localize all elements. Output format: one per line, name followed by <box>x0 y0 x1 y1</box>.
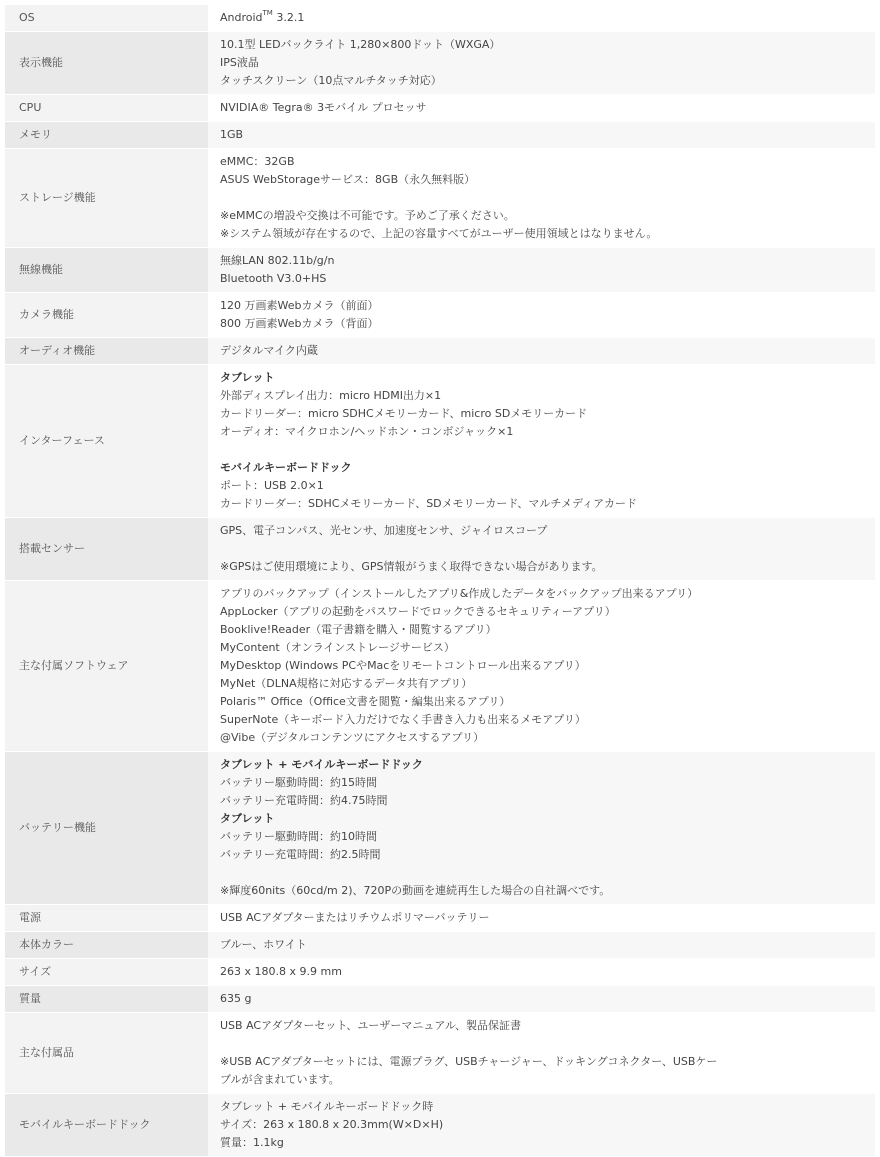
spec-value-line: 635 g <box>220 992 252 1005</box>
spec-label: OS <box>5 5 208 32</box>
spec-value-text: Android <box>220 11 263 24</box>
spec-row <box>5 122 875 149</box>
spec-value-heading: モバイルキーボードドック <box>220 461 352 474</box>
spec-row <box>5 338 875 365</box>
spec-value-line: IPS液晶 <box>220 56 259 69</box>
spec-value-line: バッテリー駆動時間：約15時間 <box>220 776 377 789</box>
spec-row <box>5 1013 875 1094</box>
spec-value-line: Polaris™ Office（Office文書を閲覧・編集出来るアプリ） <box>220 695 511 708</box>
spec-value-line: MyContent（オンラインストレージサービス） <box>220 641 455 654</box>
spec-value-line: USB ACアダプターまたはリチウムポリマーバッテリー <box>220 911 490 924</box>
spec-value-line: ※輝度60nits（60cd/m 2)、720Pの動画を連続再生した場合の自社調べです。 <box>220 884 611 897</box>
spec-value <box>208 365 875 518</box>
spec-value <box>208 986 875 1013</box>
spec-value-line: カードリーダー：SDHCメモリーカード、SDメモリーカード、マルチメディアカード <box>220 497 638 510</box>
spec-row <box>5 932 875 959</box>
spec-row <box>5 149 875 248</box>
spec-label: ストレージ機能 <box>5 149 208 248</box>
spec-value-line: バッテリー充電時間：約4.75時間 <box>220 794 388 807</box>
spec-value-line: ブルー、ホワイト <box>220 938 307 951</box>
spec-value-line: USB ACアダプターセット、ユーザーマニュアル、製品保証書 <box>220 1019 522 1032</box>
spec-value-line: ※GPSはご使用環境により、GPS情報がうまく取得できない場合があります。 <box>220 560 603 573</box>
spec-row <box>5 959 875 986</box>
spec-label: 主な付属ソフトウェア <box>5 581 208 752</box>
spec-value <box>208 905 875 932</box>
spec-row <box>5 95 875 122</box>
spec-label: カメラ機能 <box>5 293 208 338</box>
spec-label: 主な付属品 <box>5 1013 208 1094</box>
spec-value-heading: タブレット <box>220 371 275 384</box>
spec-value-line: GPS、電子コンパス、光センサ、加速度センサ、ジャイロスコープ <box>220 524 548 537</box>
spec-value-line: タブレット + モバイルキーボードドック時 <box>220 1100 434 1113</box>
spec-row <box>5 32 875 95</box>
spec-value-line: 無線LAN 802.11b/g/n <box>220 254 335 267</box>
spec-value-heading: タブレット <box>220 812 275 825</box>
spec-value <box>208 581 875 752</box>
spec-label: 電源 <box>5 905 208 932</box>
spec-value-line: 263 x 180.8 x 9.9 mm <box>220 965 342 978</box>
spec-value-line: MyDesktop (Windows PCやMacをリモートコントロール出来るアプリ） <box>220 659 586 672</box>
spec-value-line <box>220 540 865 558</box>
spec-value-line: タッチスクリーン（10点マルチタッチ対応） <box>220 74 442 87</box>
spec-value-line <box>220 864 865 882</box>
spec-value-line: サイズ：263 x 180.8 x 20.3mm(W×D×H) <box>220 1118 444 1131</box>
spec-table <box>5 5 875 1157</box>
spec-row <box>5 905 875 932</box>
spec-row <box>5 293 875 338</box>
spec-row <box>5 518 875 581</box>
spec-value <box>208 5 875 32</box>
spec-value <box>208 1013 875 1094</box>
spec-label: モバイルキーボードドック <box>5 1094 208 1157</box>
spec-value-line: 質量：1.1kg <box>220 1136 284 1149</box>
spec-value <box>208 959 875 986</box>
spec-value-line: @Vibe（デジタルコンテンツにアクセスするアプリ） <box>220 731 485 744</box>
spec-value <box>208 932 875 959</box>
spec-value-line: バッテリー駆動時間：約10時間 <box>220 830 377 843</box>
spec-value-line <box>220 9 865 27</box>
spec-row <box>5 752 875 905</box>
spec-value <box>208 32 875 95</box>
spec-value <box>208 122 875 149</box>
spec-value <box>208 293 875 338</box>
spec-value-line: 外部ディスプレイ出力：micro HDMI出力×1 <box>220 389 442 402</box>
spec-value-line: 800 万画素Webカメラ（背面） <box>220 317 379 330</box>
spec-value-line: eMMC：32GB <box>220 155 295 168</box>
spec-label: 本体カラー <box>5 932 208 959</box>
spec-label: 無線機能 <box>5 248 208 293</box>
spec-label: オーディオ機能 <box>5 338 208 365</box>
spec-label: バッテリー機能 <box>5 752 208 905</box>
spec-value-line: バッテリー充電時間：約2.5時間 <box>220 848 381 861</box>
spec-row <box>5 581 875 752</box>
spec-value-heading: タブレット + モバイルキーボードドック <box>220 758 423 771</box>
spec-value <box>208 1094 875 1157</box>
spec-label: 搭載センサー <box>5 518 208 581</box>
spec-value-line: 120 万画素Webカメラ（前面） <box>220 299 379 312</box>
spec-value-line <box>220 1035 865 1053</box>
spec-value-line: ポート：USB 2.0×1 <box>220 479 324 492</box>
spec-label: メモリ <box>5 122 208 149</box>
spec-value-line: アプリのバックアップ（インストールしたアプリ&作成したデータをバックアップ出来るアプリ） <box>220 587 699 600</box>
spec-value <box>208 518 875 581</box>
trademark-superscript: TM <box>262 9 273 18</box>
spec-row <box>5 365 875 518</box>
spec-value-line <box>220 441 865 459</box>
spec-value-line: オーディオ：マイクロホン/ヘッドホン・コンボジャック×1 <box>220 425 514 438</box>
spec-value-line: デジタルマイク内蔵 <box>220 344 318 357</box>
spec-value-line: Bluetooth V3.0+HS <box>220 272 327 285</box>
spec-value-line: Booklive!Reader（電子書籍を購入・閲覧するアプリ） <box>220 623 497 636</box>
spec-value-line: NVIDIA® Tegra® 3モバイル プロセッサ <box>220 101 427 114</box>
spec-value <box>208 248 875 293</box>
spec-value <box>208 752 875 905</box>
spec-value-line: AppLocker（アプリの起動をパスワードでロックできるセキュリティーアプリ） <box>220 605 616 618</box>
spec-value-line: 10.1型 LEDバックライト 1,280×800ドット（WXGA） <box>220 38 501 51</box>
spec-value <box>208 149 875 248</box>
spec-value-line: ※eMMCの増設や交換は不可能です。予めご了承ください。 <box>220 209 515 222</box>
spec-value <box>208 95 875 122</box>
spec-row <box>5 248 875 293</box>
spec-label: 表示機能 <box>5 32 208 95</box>
spec-table-body <box>5 5 875 1157</box>
spec-value-line: SuperNote（キーボード入力だけでなく手書き入力も出来るメモアプリ） <box>220 713 586 726</box>
spec-row <box>5 5 875 32</box>
spec-row <box>5 1094 875 1157</box>
spec-row <box>5 986 875 1013</box>
spec-value-line: ※USB ACアダプターセットには、電源プラグ、USBチャージャー、ドッキングコネクター、USBケー <box>220 1055 718 1068</box>
spec-label: CPU <box>5 95 208 122</box>
spec-value <box>208 338 875 365</box>
spec-value-line: ブルが含まれています。 <box>220 1073 340 1086</box>
spec-value-line: ASUS WebStorageサービス：8GB（永久無料版） <box>220 173 476 186</box>
spec-label: サイズ <box>5 959 208 986</box>
spec-label: 質量 <box>5 986 208 1013</box>
spec-value-text: 3.2.1 <box>272 11 305 24</box>
spec-value-line: MyNet（DLNA規格に対応するデータ共有アプリ） <box>220 677 473 690</box>
spec-label: インターフェース <box>5 365 208 518</box>
spec-value-line: ※システム領域が存在するので、上記の容量すべてがユーザー使用領域とはなりません。 <box>220 227 658 240</box>
spec-value-line: 1GB <box>220 128 244 141</box>
spec-value-line: カードリーダー：micro SDHCメモリーカード、micro SDメモリーカード <box>220 407 588 420</box>
spec-value-line <box>220 189 865 207</box>
